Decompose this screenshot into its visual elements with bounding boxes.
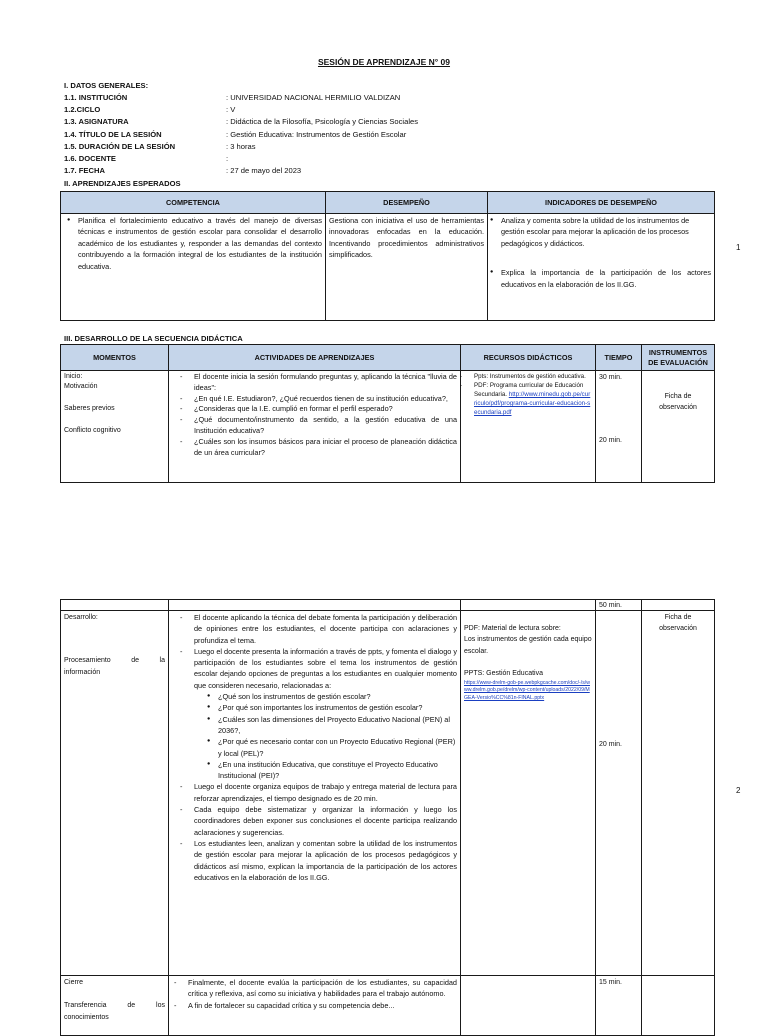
recurso-link[interactable]: http://www.minedu.gob.pe/curriculo/pdf/programa-curricular-educacion-secundaria.pdf bbox=[474, 391, 591, 416]
col-momentos: MOMENTOS bbox=[61, 345, 169, 371]
recurso-link[interactable]: https://www-drelm-gob-pe.webpkgcache.com/doc/-/s/www.drelm.gob.pe/drelm/wp-content/uploads/2022/09/MGEA-Versio%CC%81n-FINAL.pptx bbox=[464, 679, 590, 701]
actividad-item: - El docente inicia la sesión formulando preguntas y, aplicando la técnica "lluvia de ideas": bbox=[194, 372, 457, 394]
tiempo-value: 50 min. bbox=[599, 602, 622, 609]
page-number: 1 bbox=[736, 243, 741, 252]
actividad-item: - ¿En qué I.E. Estudiaron?, ¿Qué recuerdos tienen de su institución educativa?, bbox=[194, 394, 457, 405]
col-instrumentos: INSTRUMENTOS DE EVALUACIÓN bbox=[642, 345, 715, 371]
instrumento-value: Ficha de observación bbox=[659, 614, 697, 633]
page-number: 2 bbox=[736, 786, 741, 795]
cierre-instrumento bbox=[642, 976, 715, 1036]
datos-value: : UNIVERSIDAD NACIONAL HERMILIO VALDIZAN bbox=[226, 93, 401, 102]
actividad-item: - El docente aplicando la técnica del debate fomenta la participación y deliberación de opiniones entre los estudiantes, el docente participa con aclaraciones y profundiza el tema. bbox=[194, 612, 457, 646]
inicio-instrumento bbox=[642, 371, 715, 483]
cierre-recursos bbox=[461, 976, 596, 1036]
competencia-cell bbox=[61, 214, 326, 321]
col-competencia: COMPETENCIA bbox=[61, 192, 326, 214]
competencia-text: ● Planifica el fortalecimiento educativo a través del manejo de diversas técnicas e instrumentos de gestión escolar para consolidar el desarrollo académico de los estudiantes y, responder a las demandas del contexto contribuyendo a la formación integral de los estudiantes de la institución educativa. bbox=[78, 215, 322, 272]
pregunta-item: ● ¿Cuáles son las dimensiones del Proyecto Educativo Nacional (PEN) al 2036?, bbox=[218, 714, 457, 737]
datos-value: : V bbox=[226, 105, 236, 115]
pregunta-item: ● ¿Por qué son importantes los instrumentos de gestión escolar? bbox=[218, 702, 457, 713]
datos-label: 1.7. FECHA bbox=[64, 166, 105, 176]
momento-label: Desarrollo: bbox=[64, 614, 98, 621]
recurso-item bbox=[474, 381, 592, 417]
datos-label: 1.4. TÍTULO DE LA SESIÓN bbox=[64, 129, 162, 139]
actividad-item: - Los estudiantes leen, analizan y comentan sobre la utilidad de los instrumentos de gestión escolar para mejorar la aplicación de los procesos pedagógicos y didácticos así mismo, explican la importancia de la participación de los actores educativos en la elaboración de los II.GG. bbox=[194, 838, 457, 883]
datos-value: : 27 de mayo del 2023 bbox=[226, 166, 302, 176]
inicio-momentos bbox=[61, 371, 169, 483]
indicador-item: ● Explica la importancia de la participación de los actores educativos en la elaboración de los II.GG. bbox=[501, 267, 711, 290]
datos-label: 1.3. ASIGNATURA bbox=[64, 117, 129, 127]
actividad-item: - Cada equipo debe sistematizar y organizar la información y luego los coordinadores deben exponer sus conclusiones el docente participa realizando aclaraciones y sugerencias. bbox=[194, 804, 457, 838]
actividad-item: - Finalmente, el docente evalúa la participación de los estudiantes, su capacidad crítica y reflexiva, así como su iniciativa y habilidades para el trabajo autónomo. bbox=[188, 977, 457, 1000]
actividad-item: - ¿Cuáles son los insumos básicos para iniciar el proceso de planeación didáctica de un área curricular? bbox=[194, 437, 457, 459]
tiempo-value: 15 min. bbox=[599, 979, 622, 986]
aprendizajes-heading: II. APRENDIZAJES ESPERADOS bbox=[64, 179, 181, 188]
page-title: SESIÓN DE APRENDIZAJE N° 09 bbox=[317, 57, 451, 67]
datos-label: 1.6. DOCENTE bbox=[64, 154, 116, 163]
momento-label: Conflicto cognitivo bbox=[64, 427, 121, 434]
pregunta-item: ● ¿En una institución Educativa, que constituye el Proyecto Educativo Institucional (PEI)? bbox=[218, 759, 457, 782]
indicadores-cell bbox=[488, 214, 715, 321]
desarrollo-recursos bbox=[461, 611, 596, 976]
recurso-item: - Ppts: Instrumentos de gestión educativa. bbox=[474, 372, 592, 381]
recurso-text: PDF: Programa curricular de Educación Secundaria. bbox=[474, 382, 584, 398]
momento-label: Motivación bbox=[64, 383, 98, 390]
desarrollo-momentos bbox=[61, 611, 169, 976]
secuencia-table bbox=[60, 344, 715, 483]
desempeno-cell: Gestiona con iniciativa el uso de herramientas innovadoras enfocadas en la educación. Incentivando procedimientos administrativos simplificados. bbox=[326, 214, 488, 321]
actividad-text: Luego el docente presenta la información a través de ppts, y fomenta el dialogo y participación de los estudiantes sobre el tema los instrumentos de gestión escolar dejando opciones de preguntas a los estudiantes en cualquier momento que consideren necesario, relacionadas a: bbox=[194, 646, 457, 690]
recurso-pdf: PDF: Material de lectura sobre: bbox=[464, 625, 561, 632]
tiempo-value: 20 min. bbox=[599, 741, 622, 749]
secuencia-table-continued bbox=[60, 599, 715, 1036]
actividad-item: - ¿Qué documento/instrumento da sentido, a la gestión educativa de una Institución educativa? bbox=[194, 415, 457, 437]
datos-label: 1.2.CICLO bbox=[64, 105, 101, 115]
indicador-item: ● Analiza y comenta sobre la utilidad de los instrumentos de gestión escolar para mejorar la aplicación de los procesos pedagógicos y didácticos. bbox=[501, 215, 711, 249]
actividad-item: - Luego el docente organiza equipos de trabajo y entrega material de lectura para reforzar aprendizajes, el tiempo designado es de 20 min. bbox=[194, 781, 457, 804]
tiempo-value: 20 min. bbox=[599, 437, 622, 445]
desarrollo-tiempo bbox=[596, 602, 642, 976]
instrumento-value: Ficha de observación bbox=[659, 393, 697, 412]
actividad-item: - A fin de fortalecer su capacidad crítica y su competencia debe... bbox=[188, 1000, 457, 1011]
datos-generales-heading: I. DATOS GENERALES: bbox=[64, 81, 149, 90]
secuencia-heading: III. DESARROLLO DE LA SECUENCIA DIDÁCTICA bbox=[64, 334, 243, 343]
col-recursos: RECURSOS DIDÁCTICOS bbox=[461, 345, 596, 371]
inicio-recursos bbox=[461, 371, 596, 483]
cierre-momentos bbox=[61, 976, 169, 1036]
datos-value: : Didáctica de la Filosofía, Psicología y Ciencias Sociales bbox=[226, 117, 419, 127]
col-actividades: ACTIVIDADES DE APRENDIZAJES bbox=[169, 345, 461, 371]
recurso-pdf-desc: Los instrumentos de gestión cada equipo escolar. bbox=[464, 636, 592, 655]
cierre-tiempo bbox=[596, 976, 642, 1036]
recurso-ppts: PPTS: Gestión Educativa bbox=[464, 670, 543, 678]
actividad-item: - ¿Consideras que la I.E. cumplió en formar el perfil esperado? bbox=[194, 404, 457, 415]
datos-value: : 3 horas bbox=[226, 141, 256, 151]
datos-label: 1.1. INSTITUCIÓN bbox=[64, 93, 128, 102]
actividad-item bbox=[194, 646, 457, 782]
inicio-tiempo bbox=[596, 371, 642, 483]
datos-value: : Gestión Educativa: Instrumentos de Gestión Escolar bbox=[226, 129, 407, 139]
col-tiempo: TIEMPO bbox=[596, 345, 642, 371]
inicio-actividades bbox=[169, 371, 461, 483]
desarrollo-actividades bbox=[169, 611, 461, 976]
datos-label: 1.5. DURACIÓN DE LA SESIÓN bbox=[64, 141, 176, 151]
momento-label: Cierre bbox=[64, 979, 84, 986]
desarrollo-instrumento bbox=[642, 611, 715, 976]
col-indicadores: INDICADORES DE DESEMPEÑO bbox=[488, 192, 715, 214]
aprendizajes-table bbox=[60, 191, 715, 321]
pregunta-item: ● ¿Por qué es necesario contar con un Proyecto Educativo Regional (PER) y local (PEL)? bbox=[218, 736, 457, 759]
tiempo-value: 30 min. bbox=[599, 374, 622, 381]
pregunta-item: ● ¿Qué son los instrumentos de gestión escolar? bbox=[218, 691, 457, 702]
momento-label: Transferencia de los conocimientos bbox=[64, 1002, 165, 1021]
momento-label: Procesamiento de la información bbox=[64, 657, 165, 676]
momento-label: Inicio: bbox=[64, 373, 83, 380]
datos-value: : bbox=[226, 154, 229, 163]
momento-label: Saberes previos bbox=[64, 405, 115, 412]
cierre-actividades bbox=[169, 976, 461, 1036]
col-desempeno: DESEMPEÑO bbox=[326, 192, 488, 214]
